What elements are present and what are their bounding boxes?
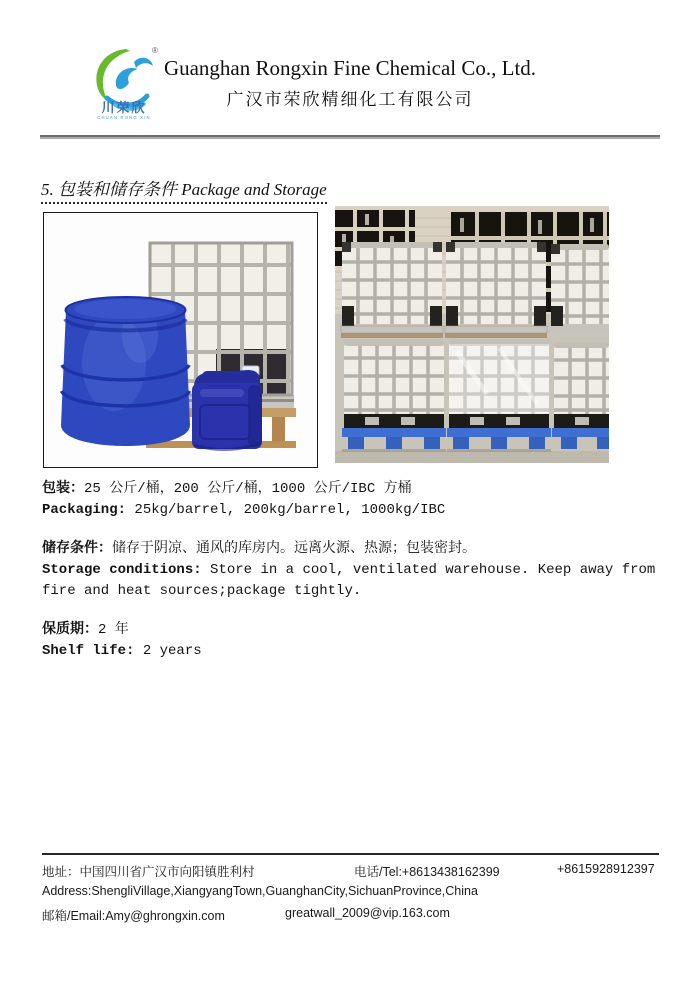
footer-tel-primary: 电话/Tel:+8613438162399: [354, 865, 500, 879]
packaging-containers-illustration: [44, 213, 317, 467]
packaging-text-cn: 25 公斤/桶，200 公斤/桶，1000 公斤/IBC 方桶: [84, 481, 412, 497]
registered-mark: ®: [152, 46, 158, 55]
footer-email-primary: 邮箱/Email:Amy@ghrongxin.com: [42, 909, 225, 923]
storage-label-en: Storage conditions:: [42, 562, 202, 578]
section-heading-text: 5. 包装和储存条件 Package and Storage: [41, 180, 327, 204]
storage-paragraph: [42, 539, 664, 602]
packaging-label-cn: 包装：: [42, 481, 84, 497]
footer-address-cn: 地址：中国四川省广汉市向阳镇胜利村: [42, 865, 255, 879]
jerry-can-illustration: [192, 366, 262, 450]
shelf-life-label-en: Shelf life:: [42, 643, 135, 659]
storage-text-en: Store in a cool, ventilated warehouse. Keep away from fire and heat sources;package tightly.: [42, 562, 656, 599]
logo-brand-en: CHUAN RONG XIN: [97, 115, 151, 120]
ibc-warehouse-illustration: [335, 206, 609, 463]
photo-ibc-warehouse: [335, 206, 609, 463]
shelf-life-label-cn: 保质期：: [42, 622, 98, 638]
footer-divider: [42, 853, 659, 855]
packaging-label-en: Packaging:: [42, 502, 127, 518]
ibc-tote-row-bottom: [342, 340, 609, 452]
company-name-english: Guanghan Rongxin Fine Chemical Co., Ltd.: [163, 56, 537, 80]
packaging-paragraph: [42, 479, 664, 521]
blue-pallet-illustration: [342, 428, 446, 452]
footer-address-en: Address:ShengliVillage,XiangyangTown,GuanghanCity,SichuanProvince,China: [42, 884, 478, 898]
packaging-text-en: 25kg/barrel, 200kg/barrel, 1000kg/IBC: [126, 502, 446, 518]
footer-email-secondary: greatwall_2009@vip.163.com: [285, 906, 450, 920]
blue-pallet-illustration: [447, 428, 551, 452]
company-name-chinese: 广汉市荣欣精细化工有限公司: [226, 90, 474, 109]
storage-text-cn: 储存于阴凉、通风的库房内。远离火源、热源；包装密封。: [112, 541, 476, 557]
body-content: [42, 479, 664, 680]
shelf-life-paragraph: [42, 620, 664, 662]
footer: [42, 860, 659, 930]
blue-drum-illustration: [61, 297, 190, 446]
shelf-life-text-en: 2 years: [134, 643, 202, 659]
shelf-life-text-cn: 2 年: [98, 622, 129, 638]
ibc-tote-row-top: [341, 242, 609, 338]
photo-packaging-containers: [43, 212, 318, 468]
footer-tel-secondary: +8615928912397: [557, 862, 655, 876]
storage-label-cn: 储存条件：: [42, 541, 112, 557]
header-divider: [40, 135, 660, 139]
logo-brand-cn: 川荣欣: [101, 100, 147, 115]
section-heading: [41, 175, 327, 200]
